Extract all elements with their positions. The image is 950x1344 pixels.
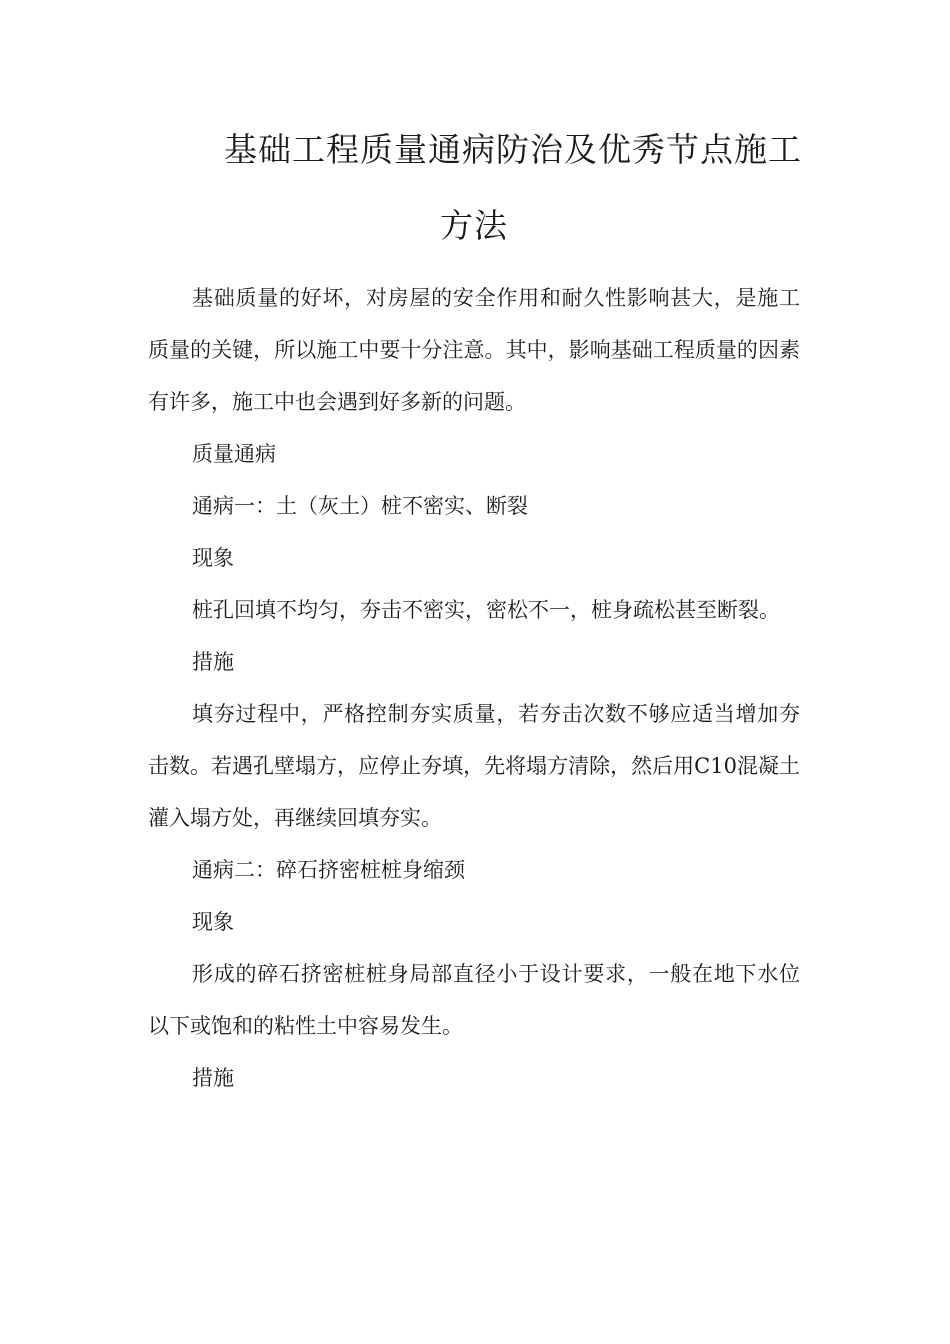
- defect-1-phenomenon-heading: 现象: [192, 546, 234, 570]
- document-title-line-2: 方法: [440, 206, 508, 245]
- document-body: [148, 272, 800, 1104]
- defect-2-phenomenon-text: 形成的碎石挤密桩桩身局部直径小于设计要求，一般在地下水位以下或饱和的粘性土中容易发生。: [148, 962, 800, 1038]
- defect-2-measures-heading: 措施: [192, 1066, 234, 1090]
- document-title-line-1: 基础工程质量通病防治及优秀节点施工: [224, 130, 802, 169]
- defect-1-phenomenon-text: 桩孔回填不均匀，夯击不密实，密松不一，桩身疏松甚至断裂。: [192, 598, 780, 622]
- intro-paragraph: 基础质量的好坏，对房屋的安全作用和耐久性影响甚大，是施工质量的关键，所以施工中要十分注意。其中，影响基础工程质量的因素有许多，施工中也会遇到好多新的问题。: [148, 286, 800, 414]
- defect-1-heading: 通病一：土（灰土）桩不密实、断裂: [192, 494, 528, 518]
- defect-2-phenomenon-heading: 现象: [192, 910, 234, 934]
- defect-2-heading: 通病二：碎石挤密桩桩身缩颈: [192, 858, 465, 882]
- defect-1-measures-heading: 措施: [192, 650, 234, 674]
- defect-1-measures-text: 填夯过程中，严格控制夯实质量，若夯击次数不够应适当增加夯击数。若遇孔壁塌方，应停止夯填，先将塌方清除，然后用C10混凝土灌入塌方处，再继续回填夯实。: [148, 702, 800, 830]
- section-heading-quality-defects: 质量通病: [192, 442, 276, 466]
